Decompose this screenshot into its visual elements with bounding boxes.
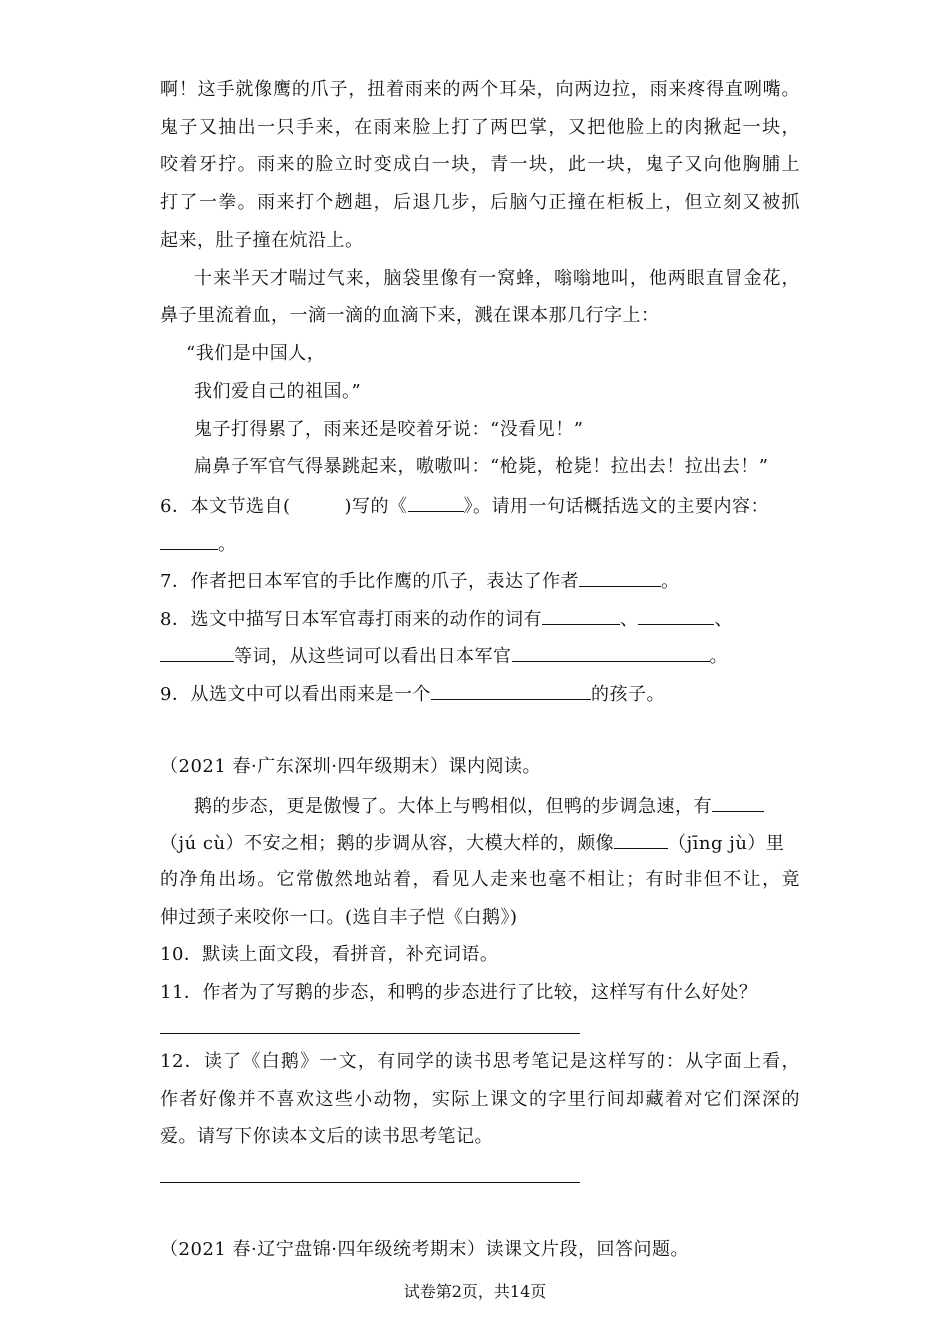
question-12-cont: 作者好像并不喜欢这些小动物，实际上课文的字里行间却藏着对它们深深的 — [160, 1089, 800, 1110]
quote-line: 我们爱自己的祖国。” — [194, 381, 362, 402]
q12-answer-line[interactable] — [160, 1182, 580, 1183]
passage-line: 打了一拳。雨来打个趔趄，后退几步，后脑勺正撞在柜板上，但立刻又被抓 — [160, 192, 800, 213]
q8-word3-blank[interactable] — [160, 643, 234, 662]
passage-line: （jú cù）不安之相；鹅的步调从容，大模大样的，颇像 （jīng jù）里 — [160, 830, 800, 856]
q7-answer-blank[interactable] — [579, 568, 661, 587]
passage-line: 扁鼻子军官气得暴跳起来，嗷嗷叫：“枪毙，枪毙！拉出去！拉出去！” — [194, 456, 769, 477]
quote-line: “我们是中国人， — [186, 343, 326, 364]
passage-line: 伸过颈子来咬你一口。(选自丰子恺《白鹅》) — [160, 907, 518, 928]
question-11: 11．作者为了写鹅的步态，和鸭的步态进行了比较，这样写有什么好处？ — [160, 982, 758, 1003]
question-8-cont: 等词，从这些词可以看出日本军官 。 — [160, 643, 800, 669]
q8-word1-blank[interactable] — [542, 606, 620, 625]
author-answer-blank[interactable] — [290, 494, 344, 512]
question-12: 12．读了《白鹅》一文，有同学的读书思考笔记是这样写的：从字面上看， — [160, 1051, 800, 1072]
question-12-cont: 爱。请写下你读本文后的读书思考笔记。 — [160, 1126, 493, 1147]
title-answer-blank[interactable] — [408, 493, 464, 512]
passage-line: 鹅的步态，更是傲慢了。大体上与鸭相似，但鸭的步调急速，有 — [194, 793, 834, 819]
jingju-answer-blank[interactable] — [614, 830, 668, 849]
q11-answer-line[interactable] — [160, 1033, 580, 1034]
summary-answer-blank[interactable] — [160, 531, 218, 550]
q9-answer-blank[interactable] — [431, 681, 591, 700]
page-footer: 试卷第2页，共14页 — [403, 1282, 547, 1301]
passage-line: 啊！这手就像鹰的爪子，扭着雨来的两个耳朵，向两边拉，雨来疼得直咧嘴。 — [160, 79, 800, 100]
passage-line: 鬼子打得累了，雨来还是咬着牙说：“没看见！” — [194, 419, 584, 440]
question-9: 9．从选文中可以看出雨来是一个 的孩子。 — [160, 681, 800, 707]
question-10: 10．默读上面文段，看拼音，补充词语。 — [160, 944, 499, 965]
passage-line: 鬼子又抽出一只手来，在雨来脸上打了两巴掌，又把他脸上的肉揪起一块， — [160, 117, 800, 138]
question-8: 8．选文中描写日本军官毒打雨来的动作的词有 、 、 — [160, 606, 800, 632]
passage-line: 十来半天才喘过气来，脑袋里像有一窝蜂，嗡嗡地叫，他两眼直冒金花， — [194, 268, 800, 289]
question-6: 6．本文节选自( )写的《 》。请用一句话概括选文的主要内容： — [160, 493, 800, 519]
section-source: （2021 春·广东深圳·四年级期末）课内阅读。 — [160, 756, 541, 777]
question-6-cont: 。 — [160, 531, 800, 557]
passage-line: 起来，肚子撞在炕沿上。 — [160, 230, 364, 251]
passage-line: 的净角出场。它常傲然地站着，看见人走来也毫不相让；有时非但不让，竟 — [160, 869, 800, 890]
passage-line: 鼻子里流着血，一滴一滴的血滴下来，溅在课本那几行字上： — [160, 305, 660, 326]
q8-word2-blank[interactable] — [638, 606, 714, 625]
section-source: （2021 春·辽宁盘锦·四年级统考期末）读课文片段，回答问题。 — [160, 1239, 689, 1260]
question-7: 7．作者把日本军官的手比作鹰的爪子，表达了作者 。 — [160, 568, 800, 594]
q8-trait-blank[interactable] — [512, 643, 710, 662]
jucu-answer-blank[interactable] — [712, 793, 764, 812]
passage-line: 咬着牙拧。雨来的脸立时变成白一块，青一块，此一块，鬼子又向他胸脯上 — [160, 154, 800, 175]
